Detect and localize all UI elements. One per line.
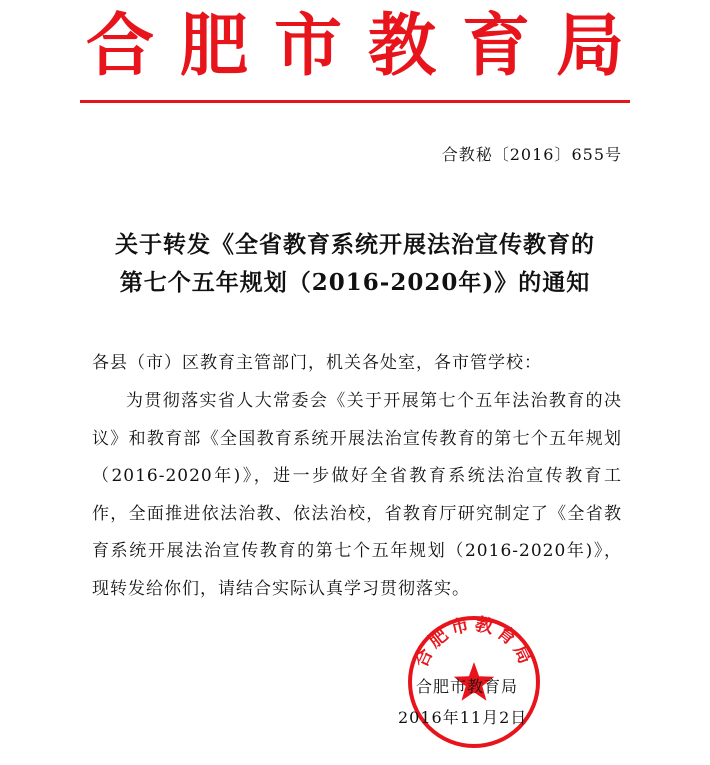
red-divider-rule (80, 100, 630, 103)
body-paragraph: 为贯彻落实省人大常委会《关于开展第七个五年法治教育的决议》和教育部《全国教育系统开展法治宣传教育的第七个五年规划（2016-2020年)》，进一步做好全省教育系统法治宣传教育工作，全面推进依法治教、依法治校，省教育厅研究制定了《全省教育系统开展法治宣传教育的第七个五年规划（2016-2020年)》，现转发给你们，请结合实际认真学习贯彻落实。 (92, 391, 622, 599)
svg-text:合肥市教育局 (410, 613, 538, 671)
title-line-1: 关于转发《全省教育系统开展法治宣传教育的 (115, 231, 595, 258)
issue-date: 2016年11月2日 (398, 708, 528, 727)
document-number: 合教秘〔2016〕655号 (441, 145, 622, 164)
seal-text: 合肥市教育局 (410, 613, 538, 671)
title-line-2: 第七个五年规划（2016-2020年)》的通知 (119, 269, 591, 296)
salutation: 各县（市）区教育主管部门，机关各处室，各市管学校： (92, 353, 542, 373)
masthead-title: 合肥市教育局 (85, 6, 650, 86)
document-title (60, 226, 650, 302)
signer-organization: 合肥市教育局 (416, 677, 519, 696)
